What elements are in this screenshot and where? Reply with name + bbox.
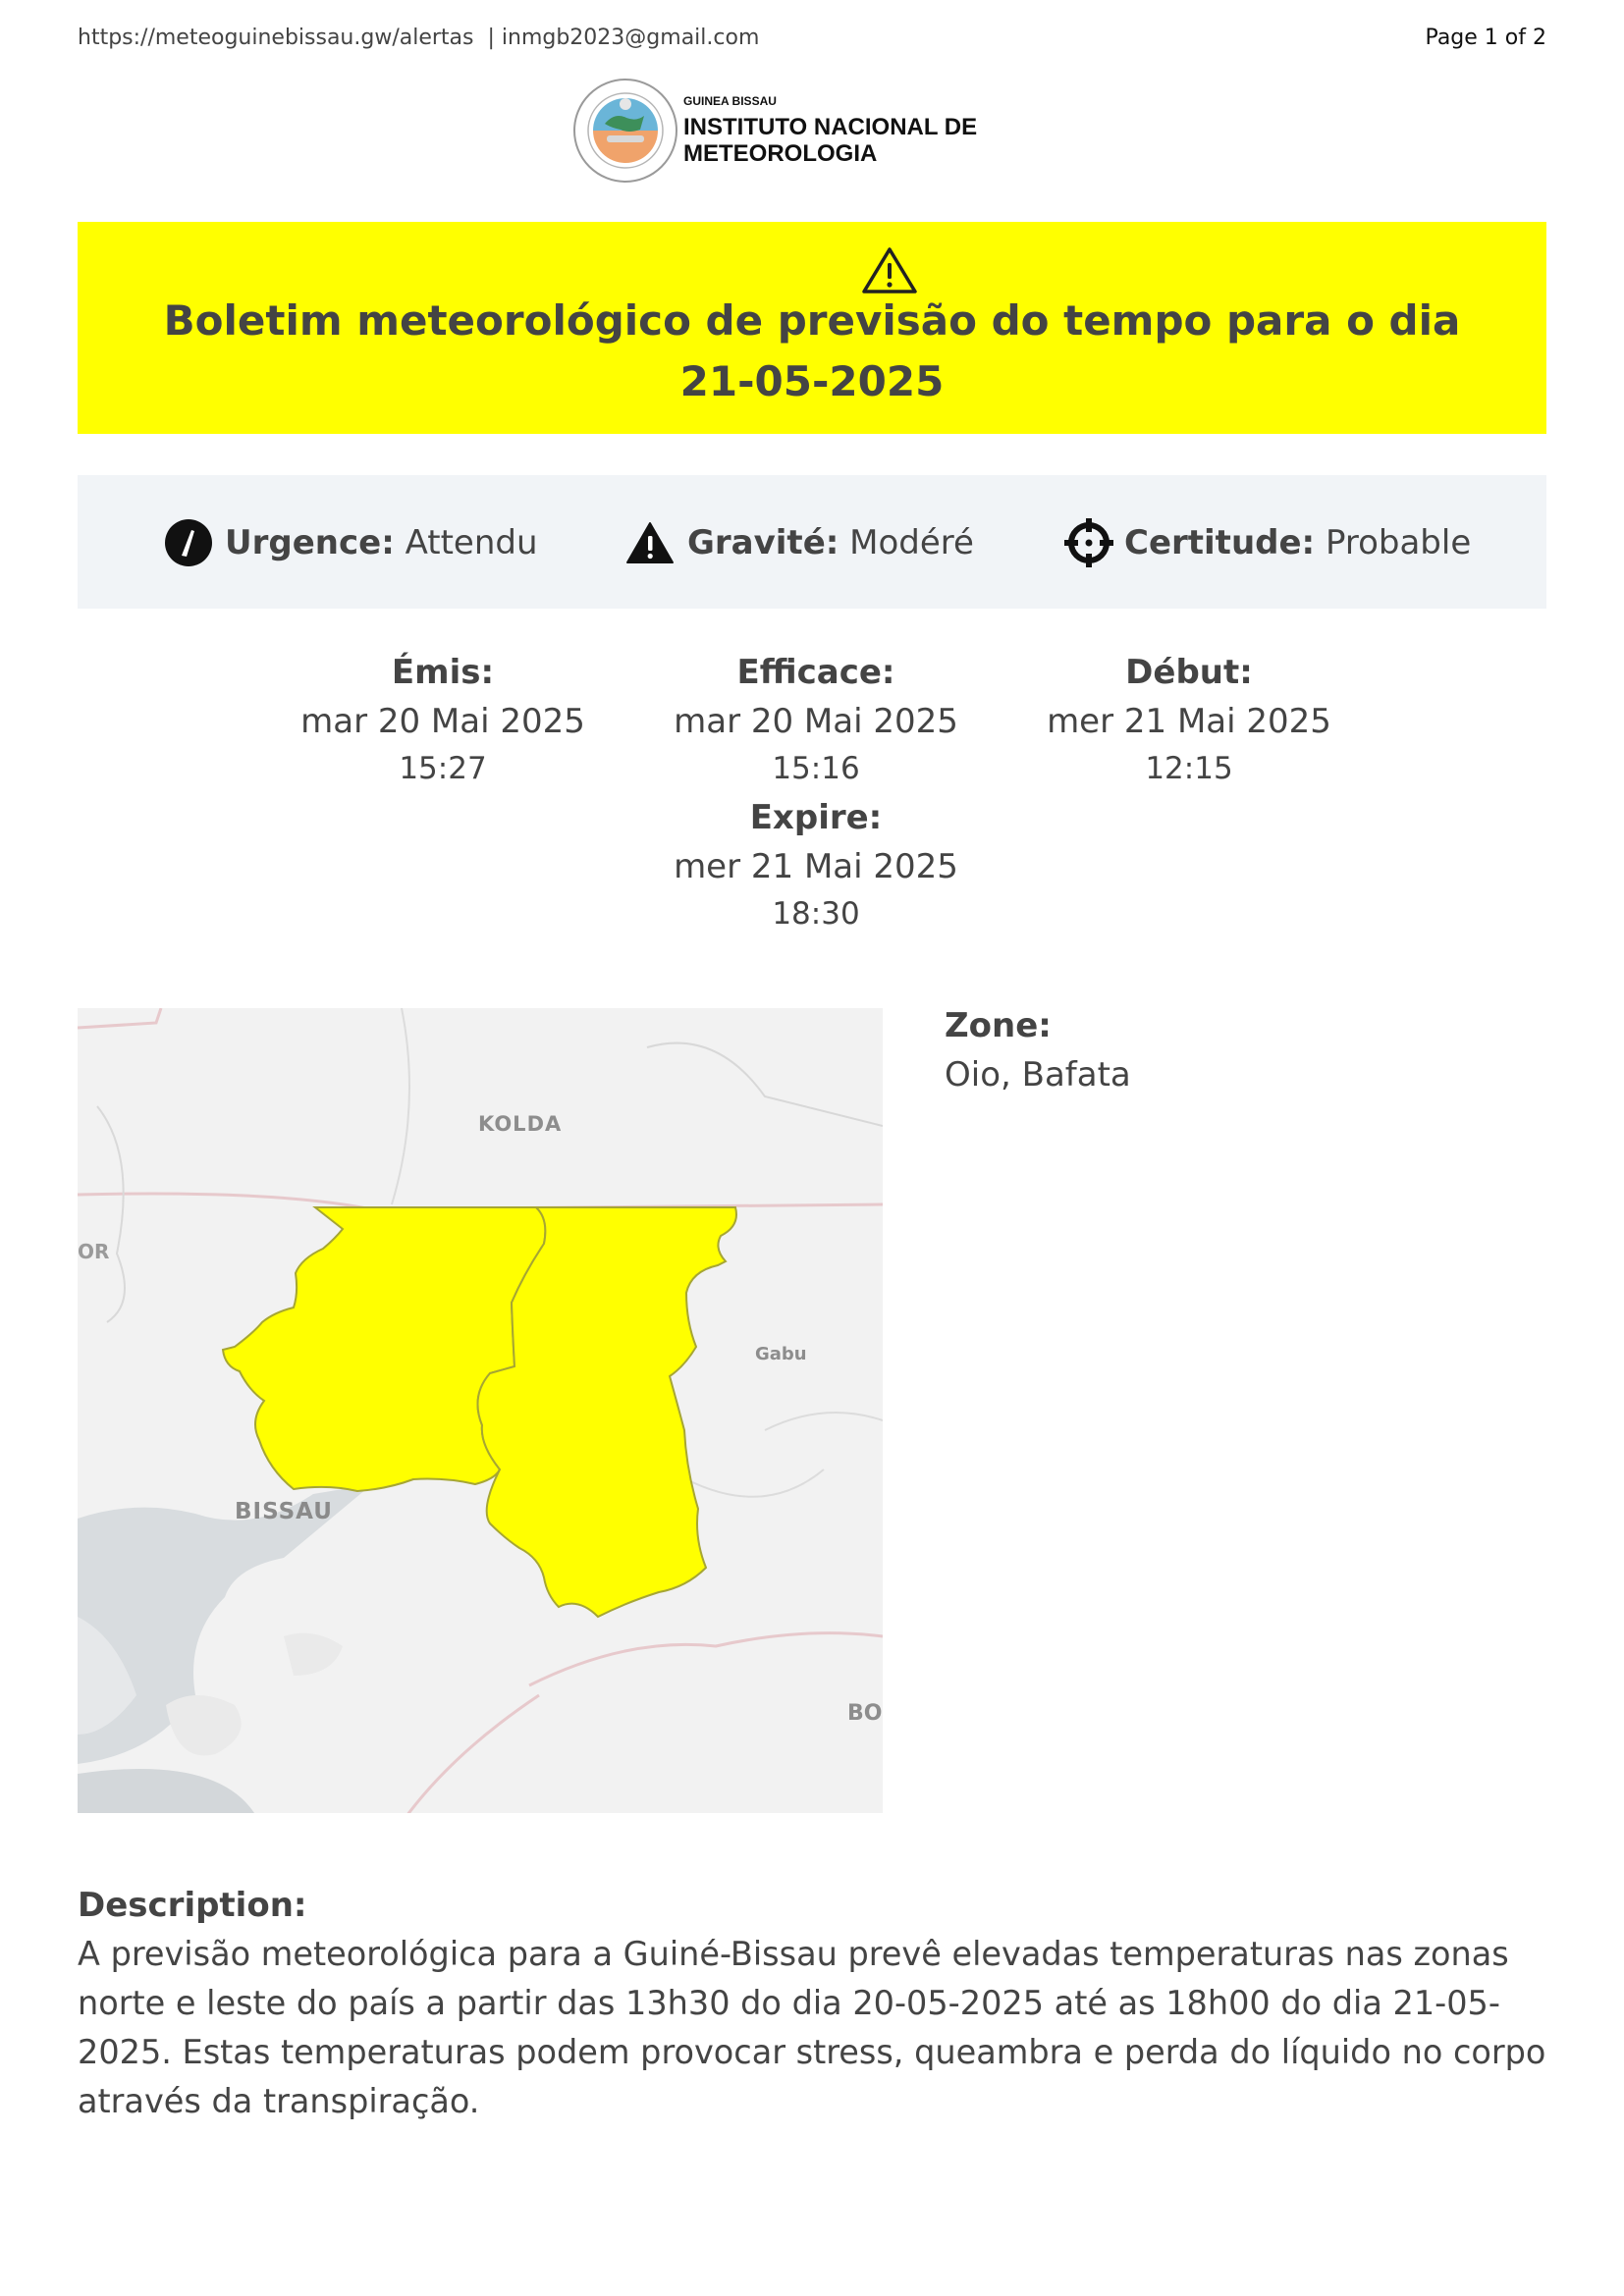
description-label: Description:: [78, 1886, 307, 1925]
zone-value: Oio, Bafata: [945, 1055, 1131, 1095]
contact-email[interactable]: | inmgb2023@gmail.com: [487, 26, 760, 50]
onset-date: Début: mer 21 Mai 2025 12:15: [1047, 653, 1331, 786]
map-label-bissau: BISSAU: [235, 1499, 333, 1524]
print-header: [78, 26, 1546, 55]
map-label-kolda: KOLDA: [478, 1112, 563, 1136]
effective-date: Efficace: mar 20 Mai 2025 15:16: [674, 653, 958, 786]
gauge-icon: [164, 518, 215, 567]
warning-outline-icon: [861, 245, 918, 294]
alert-banner: [78, 222, 1546, 434]
description: [78, 1881, 1560, 2126]
logo-country: GUINEA BISSAU: [683, 94, 777, 108]
zone-info: [945, 1001, 1494, 1099]
warning-filled-icon: [626, 518, 677, 567]
bulletin-title: Boletim meteorológico de previsão do tempo para o dia 21-05-2025: [163, 296, 1461, 405]
alert-meta: Urgence: Attendu Gravité: Modéré Certitude: Probable: [78, 475, 1546, 609]
page-url[interactable]: https://meteoguinebissau.gw/alertas | inmgb2023@gmail.com: [78, 26, 760, 50]
description-text: A previsão meteorológica para a Guiné-Bissau prevê elevadas temperaturas nas zonas norte e leste do país a partir das 13h30 do dia 20-05-2025 até as 18h00 do dia 21-05-2025. Estas temperaturas podem provocar stress, queambra e perda do líquido no corpo através da transpiração.: [78, 1935, 1546, 2120]
map-label-bo: BO: [847, 1701, 883, 1726]
seal-icon: [571, 77, 679, 185]
crosshair-icon: [1063, 518, 1114, 567]
map-label-gabu: Gabu: [755, 1344, 807, 1364]
issued-date: Émis: mar 20 Mai 2025 15:27: [300, 653, 585, 786]
page-number: Page 1 of 2: [1425, 26, 1546, 50]
logo-title: INSTITUTO NACIONAL DE METEOROLOGIA: [683, 114, 978, 167]
zone-label: Zone:: [945, 1006, 1052, 1045]
alert-map[interactable]: [78, 1008, 883, 1813]
institute-logo: [571, 77, 984, 185]
map-label-or: OR: [78, 1240, 110, 1263]
expires-date: Expire: mer 21 Mai 2025 18:30: [674, 798, 958, 932]
